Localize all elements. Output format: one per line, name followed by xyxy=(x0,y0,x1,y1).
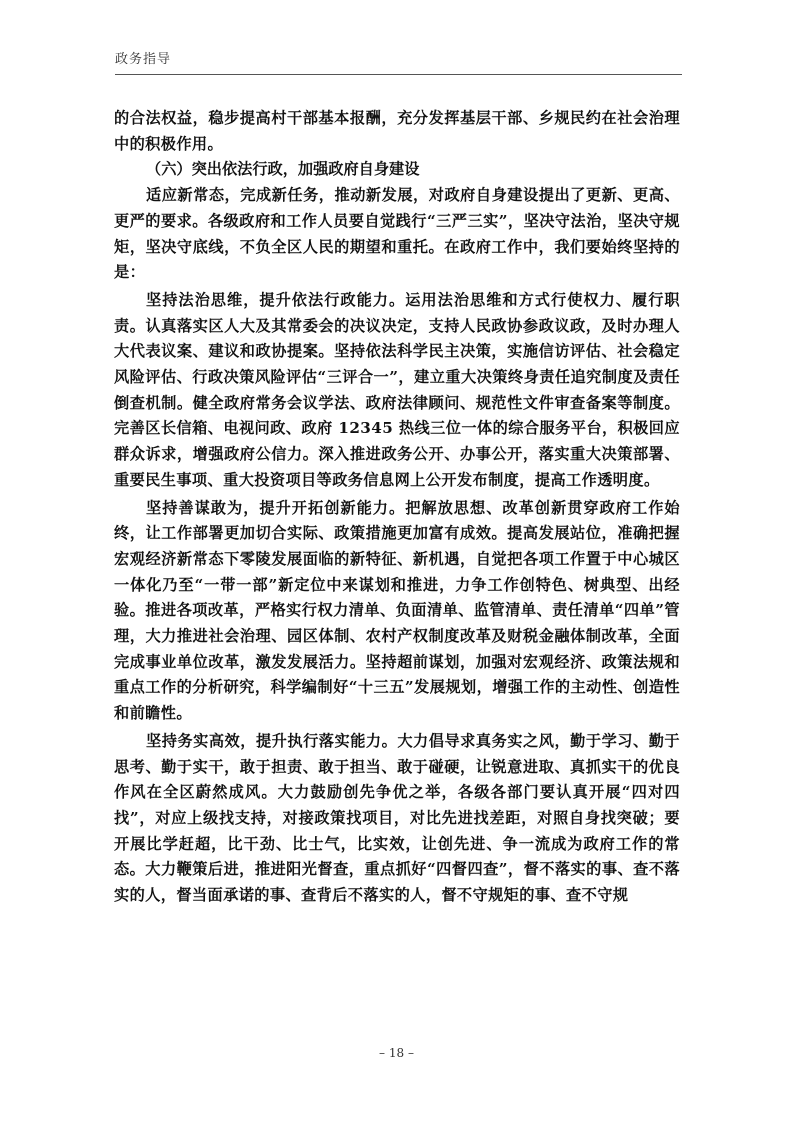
paragraph-innovation: 坚持善谋敢为，提升开拓创新能力。把解放思想、改革创新贯穿政府工作始终，让工作部署更加切合实际、政策措施更加富有成效。提高发展站位，准确把握宏观经济新常态下零陵发展面临的新特征、新机遇，自觉把各项工作置于中心城区一体化乃至“一带一部”新定位中来谋划和推进，力争工作创特色、树典型、出经验。推进各项改革，严格实行权力清单、负面清单、监管清单、责任清单“四单”管理，大力推进社会治理、园区体制、农村产权制度改革及财税金融体制改革，全面完成事业单位改革，激发发展活力。坚持超前谋划，加强对宏观经济、政策法规和重点工作的分析研究，科学编制好“十三五”发展规划，增强工作的主动性、创造性和前瞻性。 xyxy=(114,498,680,723)
page-number: – 18 – xyxy=(379,1046,414,1060)
paragraph-continuation: 的合法权益，稳步提高村干部基本报酬，充分发挥基层干部、乡规民约在社会治理中的积极作用。 xyxy=(114,109,680,153)
header-divider xyxy=(115,74,682,75)
header-title: 政务指导 xyxy=(115,52,172,67)
paragraph-execution: 坚持务实高效，提升执行落实能力。大力倡导求真务实之风，勤于学习、勤于思考、勤于实干，敢于担责、敢于担当、敢于碰硬，让锐意进取、真抓实干的优良作风在全区蔚然成风。大力鼓励创先争优之举，各级各部门要认真开展“四对四找”，对应上级找支持，对接政策找项目，对比先进找差距，对照自身找突破；要开展比学赶超，比干劲、比士气，比实效，让创先进、争一流成为政府工作的常态。大力鞭策后进，推进阳光督查，重点抓好“四督四查”，督不落实的事、查不落实的人，督当面承诺的事、查背后不落实的人，督不守规矩的事、查不守规 xyxy=(114,731,680,905)
section-heading: （六）突出依法行政，加强政府自身建设 xyxy=(146,160,420,179)
document-body xyxy=(114,106,680,909)
paragraph-rule-of-law: 坚持法治思维，提升依法行政能力。运用法治思维和方式行使权力、履行职责。认真落实区人大及其常委会的决议决定，支持人民政协参政议政，及时办理人大代表议案、建议和政协提案。坚持依法科学民主决策，实施信访评估、社会稳定风险评估、行政决策风险评估“三评合一”，建立重大决策终身责任追究制度及责任倒查机制。健全政府常务会议学法、政府法律顾问、规范性文件审查备案等制度。完善区长信箱、电视问政、政府 12345 热线三位一体的综合服务平台，积极回应群众诉求，增强政府公信力。深入推进政务公开、办事公开，落实重大决策部署、重要民生事项、重大投资项目等政务信息网上公开发布制度，提高工作透明度。 xyxy=(114,290,680,489)
paragraph-intro: 适应新常态，完成新任务，推动新发展，对政府自身建设提出了更新、更高、更严的要求。各级政府和工作人员要自觉践行“三严三实”，坚决守法治，坚决守规矩，坚决守底线，不负全区人民的期望和重托。在政府工作中，我们要始终坚持的是： xyxy=(114,186,680,282)
running-header xyxy=(115,52,682,68)
